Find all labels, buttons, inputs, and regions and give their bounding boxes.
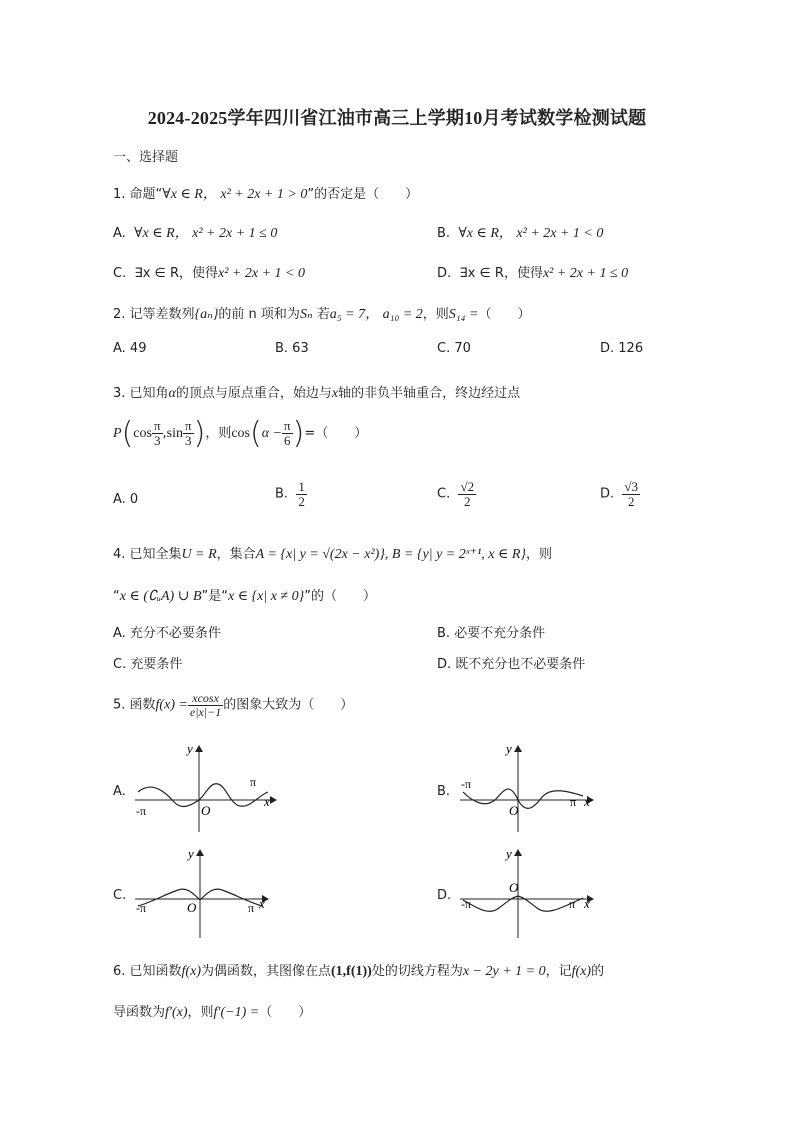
q4-option-c: C. 充要条件 <box>113 657 183 672</box>
q5-graph-b <box>455 740 605 835</box>
q2-option-c: C. 70 <box>437 341 471 356</box>
axis-label-x: x <box>584 794 590 809</box>
origin-label: O <box>201 803 211 818</box>
axis-label-y: y <box>188 846 194 861</box>
tick-neg-pi: -π <box>136 901 147 915</box>
tick-pi: π <box>570 795 577 809</box>
tick-neg-pi: -π <box>461 777 472 791</box>
tick-neg-pi: -π <box>136 804 147 818</box>
origin-label: O <box>187 900 197 915</box>
question-4-condition: “x ∈ (∁ᵤA) ∪ B”是“x ∈ {x| x ≠ 0}”的（ ） <box>113 589 376 604</box>
question-4-stem: 4. 已知全集U = R，集合A = {x| y = √(2x − x²)}, B = {y| y = 2ˣ⁺¹, x ∈ R}，则 <box>113 547 553 562</box>
tick-pi: π <box>248 901 255 915</box>
q5-graph-c <box>130 846 280 941</box>
q1-option-d: D. ∃x ∈ R，使得x² + 2x + 1 ≤ 0 <box>437 266 629 281</box>
q4-option-d: D. 既不充分也不必要条件 <box>437 657 586 672</box>
tick-pi: π <box>569 897 576 911</box>
q1-option-a: A. ∀x ∈ R， x² + 2x + 1 ≤ 0 <box>113 226 278 241</box>
q3-option-b: B. $\frac{1}{2}$ <box>275 479 305 509</box>
section-heading: 一、选择题 <box>113 150 179 165</box>
question-5-stem: 5. 函数f(x) = $\frac{xcosx}{e|x|-1}$ 的图象大致为（ ） <box>113 691 354 719</box>
q5-option-a-label: A. <box>113 784 126 799</box>
axis-label-y: y <box>187 741 193 756</box>
q5-graph-d <box>455 846 605 941</box>
q4-option-b: B. 必要不充分条件 <box>437 626 546 641</box>
axis-label-y: y <box>506 846 512 861</box>
origin-label: O <box>509 803 519 818</box>
axis-label-y: y <box>506 741 512 756</box>
question-3-stem: 3. 已知角α的顶点与原点重合，始边与x轴的非负半轴重合，终边经过点 <box>113 386 521 401</box>
q1-option-c: C. ∃x ∈ R，使得x² + 2x + 1 < 0 <box>113 266 305 281</box>
q2-option-b: B. 63 <box>275 341 309 356</box>
question-2-stem: 2. 记等差数列{aₙ}的前 n 项和为Sₙ 若a₅ = 7， a₁₀ = 2，则S₁₄ =（ ） <box>113 307 531 322</box>
tick-pi: π <box>250 775 257 789</box>
q5-option-b-label: B. <box>437 784 451 799</box>
q3-option-d: D. $\frac{√3}{2}$ <box>600 479 639 509</box>
question-6-line-2: 导函数为f′(x)，则f′(−1) =（ ） <box>113 1005 312 1020</box>
tick-neg-pi: -π <box>461 897 472 911</box>
axis-label-x: x <box>264 794 270 809</box>
page-title: 2024-2025学年四川省江油市高三上学期10月考试数学检测试题 <box>147 108 647 128</box>
q1-option-b: B. ∀x ∈ R， x² + 2x + 1 < 0 <box>437 226 604 241</box>
axis-label-x: x <box>259 896 265 911</box>
q5-graph-a <box>130 740 280 835</box>
q3-option-c: C. $\frac{√2}{2}$ <box>437 479 475 509</box>
q4-option-a: A. 充分不必要条件 <box>113 626 221 641</box>
origin-label: O <box>509 880 519 895</box>
q5-option-d-label: D. <box>437 888 452 903</box>
q5-option-c-label: C. <box>113 888 127 903</box>
question-3-point-line: P(cos $\frac{\pi}{3}$ ,sin $\frac{\pi}{3}$ )，则cos(α − $\frac{\pi}{6}$ )=（ ） <box>113 416 368 451</box>
question-1-stem: 1. 命题“∀x ∈ R， x² + 2x + 1 > 0”的否定是（ ） <box>113 187 419 202</box>
axis-label-x: x <box>584 896 590 911</box>
question-6-stem: 6. 已知函数f(x)为偶函数，其图像在点(1,f(1))处的切线方程为x − 2y + 1 = 0，记f(x)的 <box>113 964 605 979</box>
q2-option-a: A. 49 <box>113 341 147 356</box>
q3-option-a: A. 0 <box>113 492 139 507</box>
q2-option-d: D. 126 <box>600 341 644 356</box>
